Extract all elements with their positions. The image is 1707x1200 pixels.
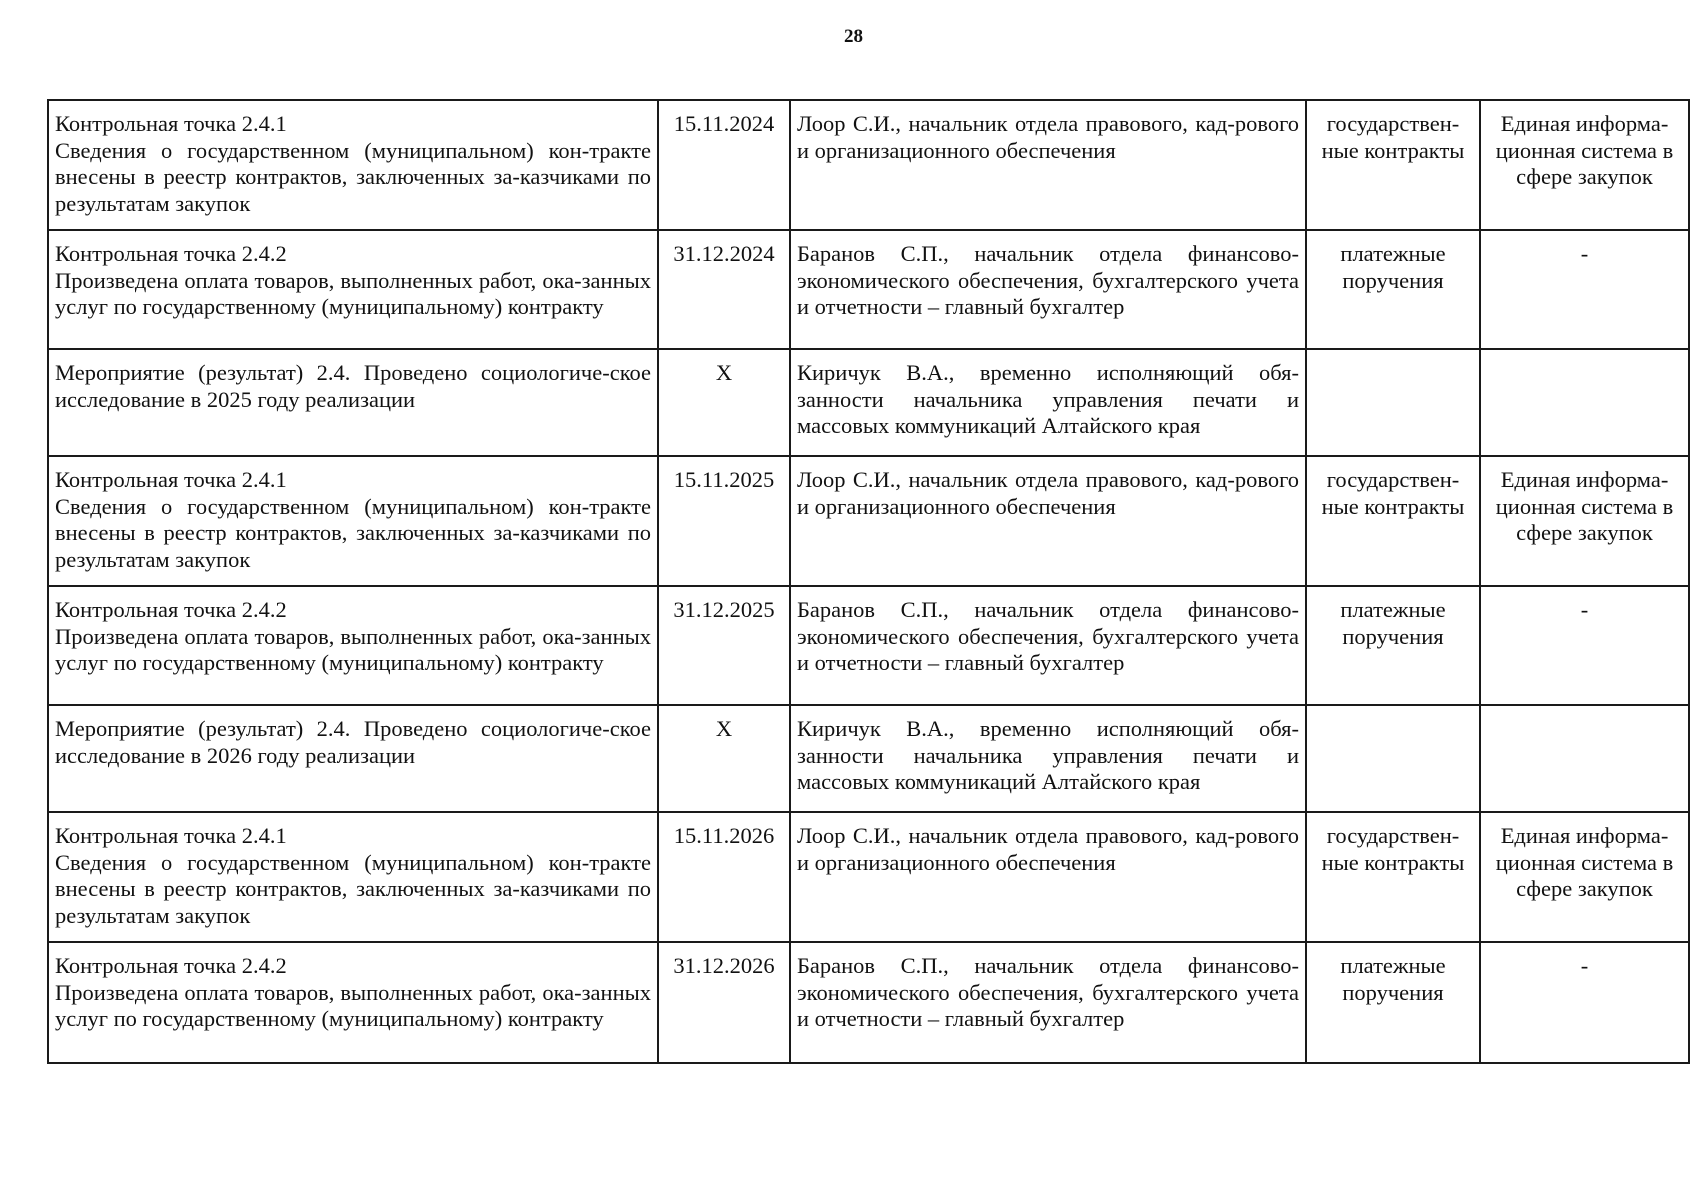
responsible-person: Баранов С.П., начальник отдела финансово-экономического обеспечения, бухгалтерского учета и отчетности – главный бухгалтер <box>790 230 1306 349</box>
document-type: государствен-ные контракты <box>1306 456 1480 586</box>
document-type: государствен-ные контракты <box>1306 100 1480 230</box>
responsible-person: Лоор С.И., начальник отдела правового, кад-рового и организационного обеспечения <box>790 100 1306 230</box>
responsible-person: Киричук В.А., временно исполняющий обя-занности начальника управления печати и массовых коммуникаций Алтайского края <box>790 349 1306 456</box>
document-type: платежные поручения <box>1306 942 1480 1063</box>
document-type: государствен-ные контракты <box>1306 812 1480 942</box>
table-row <box>48 812 1689 942</box>
item-description: Мероприятие (результат) 2.4. Проведено социологиче-ское исследование в 2026 году реализации <box>48 705 658 812</box>
information-system: Единая информа-ционная система в сфере закупок <box>1480 456 1689 586</box>
responsible-person: Киричук В.А., временно исполняющий обя-занности начальника управления печати и массовых коммуникаций Алтайского края <box>790 705 1306 812</box>
due-date: X <box>658 705 790 812</box>
information-system <box>1480 705 1689 812</box>
responsible-person: Лоор С.И., начальник отдела правового, кад-рового и организационного обеспечения <box>790 456 1306 586</box>
table-row <box>48 230 1689 349</box>
table-row <box>48 705 1689 812</box>
information-system: Единая информа-ционная система в сфере закупок <box>1480 812 1689 942</box>
document-type <box>1306 349 1480 456</box>
item-name-cell <box>48 942 658 1063</box>
item-title: Контрольная точка 2.4.1 <box>55 111 287 136</box>
item-description: Произведена оплата товаров, выполненных работ, ока-занных услуг по государственному (муниципальному) контракту <box>55 979 651 1031</box>
information-system: - <box>1480 586 1689 705</box>
item-description: Сведения о государственном (муниципальном) кон-тракте внесены в реестр контрактов, заключенных за-казчиками по результатам закупок <box>55 493 651 572</box>
due-date: 15.11.2026 <box>658 812 790 942</box>
due-date: 31.12.2024 <box>658 230 790 349</box>
item-title: Контрольная точка 2.4.2 <box>55 241 287 266</box>
item-name-cell <box>48 100 658 230</box>
information-system: Единая информа-ционная система в сфере закупок <box>1480 100 1689 230</box>
table-row <box>48 456 1689 586</box>
page-number: 28 <box>844 26 863 47</box>
document-type <box>1306 705 1480 812</box>
due-date: 31.12.2025 <box>658 586 790 705</box>
table-row <box>48 349 1689 456</box>
item-title: Контрольная точка 2.4.1 <box>55 823 287 848</box>
item-title: Контрольная точка 2.4.2 <box>55 597 287 622</box>
responsible-person: Баранов С.П., начальник отдела финансово-экономического обеспечения, бухгалтерского учета и отчетности – главный бухгалтер <box>790 586 1306 705</box>
item-title: Контрольная точка 2.4.1 <box>55 467 287 492</box>
item-title: Контрольная точка 2.4.2 <box>55 953 287 978</box>
information-system: - <box>1480 942 1689 1063</box>
due-date: X <box>658 349 790 456</box>
implementation-plan-table <box>47 99 1690 1064</box>
item-description: Произведена оплата товаров, выполненных работ, ока-занных услуг по государственному (муниципальному) контракту <box>55 267 651 319</box>
document-type: платежные поручения <box>1306 586 1480 705</box>
item-description: Сведения о государственном (муниципальном) кон-тракте внесены в реестр контрактов, заключенных за-казчиками по результатам закупок <box>55 849 651 928</box>
table-row <box>48 586 1689 705</box>
item-name-cell <box>48 586 658 705</box>
information-system <box>1480 349 1689 456</box>
item-description: Сведения о государственном (муниципальном) кон-тракте внесены в реестр контрактов, заключенных за-казчиками по результатам закупок <box>55 137 651 216</box>
table-row <box>48 942 1689 1063</box>
due-date: 15.11.2025 <box>658 456 790 586</box>
due-date: 15.11.2024 <box>658 100 790 230</box>
item-name-cell <box>48 456 658 586</box>
responsible-person: Баранов С.П., начальник отдела финансово-экономического обеспечения, бухгалтерского учета и отчетности – главный бухгалтер <box>790 942 1306 1063</box>
item-description: Произведена оплата товаров, выполненных работ, ока-занных услуг по государственному (муниципальному) контракту <box>55 623 651 675</box>
document-type: платежные поручения <box>1306 230 1480 349</box>
table-row <box>48 100 1689 230</box>
responsible-person: Лоор С.И., начальник отдела правового, кад-рового и организационного обеспечения <box>790 812 1306 942</box>
item-name-cell <box>48 230 658 349</box>
information-system: - <box>1480 230 1689 349</box>
item-name-cell <box>48 812 658 942</box>
item-description: Мероприятие (результат) 2.4. Проведено социологиче-ское исследование в 2025 году реализации <box>48 349 658 456</box>
due-date: 31.12.2026 <box>658 942 790 1063</box>
